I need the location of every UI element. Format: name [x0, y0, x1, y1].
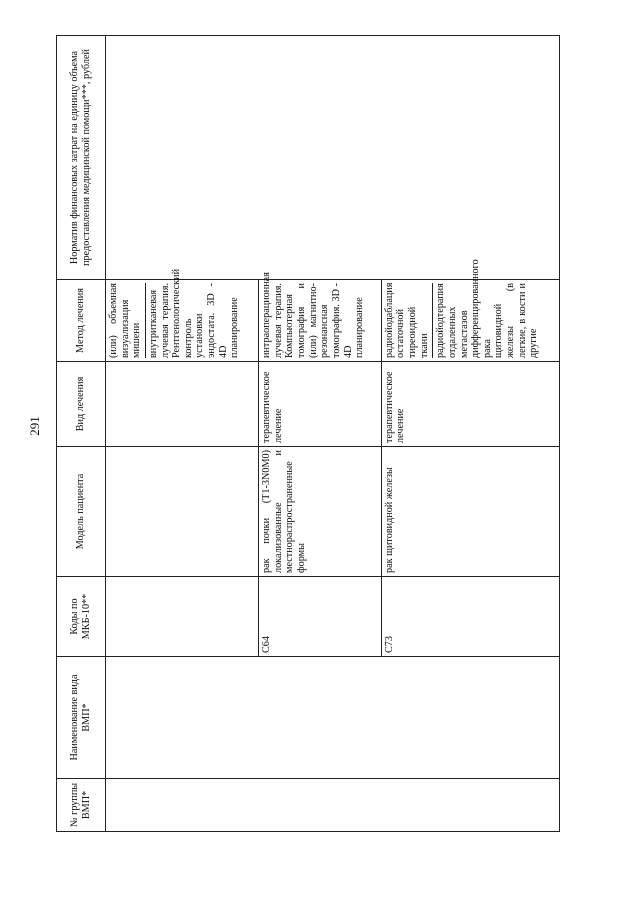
header-treatment-type: Вид лечения [57, 362, 106, 447]
cell-code [106, 577, 259, 657]
cell-treatment-type: терапевтическое лечение [259, 362, 382, 447]
rotated-table-container [56, 36, 560, 832]
header-cost-standard: Норматив финансовых затрат на единицу объема предоставления медицинской помощи***, рублей [57, 36, 106, 280]
table-header-row [57, 36, 106, 832]
cell-methods [106, 268, 259, 362]
header-group-number: № группы ВМП* [57, 779, 106, 832]
cell-treatment-type: терапевтическое лечение [381, 362, 559, 447]
cell-model: рак почки (T1-3N0M0) локализованные и местнораспространенные формы [259, 447, 382, 577]
header-vmp-name: Наименование вида ВМП* [57, 657, 106, 779]
cell-model: рак щитовидной железы [381, 447, 559, 577]
method-item: радиойодаблация остаточной тиреоидной ткани [384, 283, 434, 358]
cell-methods [381, 259, 559, 362]
header-patient-model: Модель пациента [57, 447, 106, 577]
cell-methods [259, 272, 382, 362]
cell-group-number [106, 779, 560, 832]
document-table-frame [56, 36, 560, 832]
method-item: внутритканевая лучевая терапия. Рентгенологический контроль установки эндостата. 3D - 4D планирование [147, 268, 241, 358]
page-number [28, 412, 42, 440]
cell-code: C73 [381, 577, 559, 657]
header-treatment-method: Метод лечения [57, 280, 106, 362]
method-item: (или) объемная визуализация мишени [108, 283, 146, 358]
cell-treatment-type [106, 362, 259, 447]
page-number-text: 291 [27, 416, 42, 436]
cell-model [106, 447, 259, 577]
cell-cost-standard [106, 36, 560, 280]
cell-code: C64 [259, 577, 382, 657]
cell-vmp-name [106, 657, 560, 779]
vmp-table [56, 35, 560, 832]
table-row [106, 36, 259, 832]
method-item: интраоперационная лучевая терапия. Компьютерная томография и (или) магнитно-резонансная томография. 3D - 4D планирование [261, 272, 366, 358]
header-icd-codes: Коды по МКБ-10** [57, 577, 106, 657]
method-item: радиойодтерапия отдаленных метастазов дифференцированного рака щитовидной железы (в легкие, в кости и другие [435, 259, 540, 358]
